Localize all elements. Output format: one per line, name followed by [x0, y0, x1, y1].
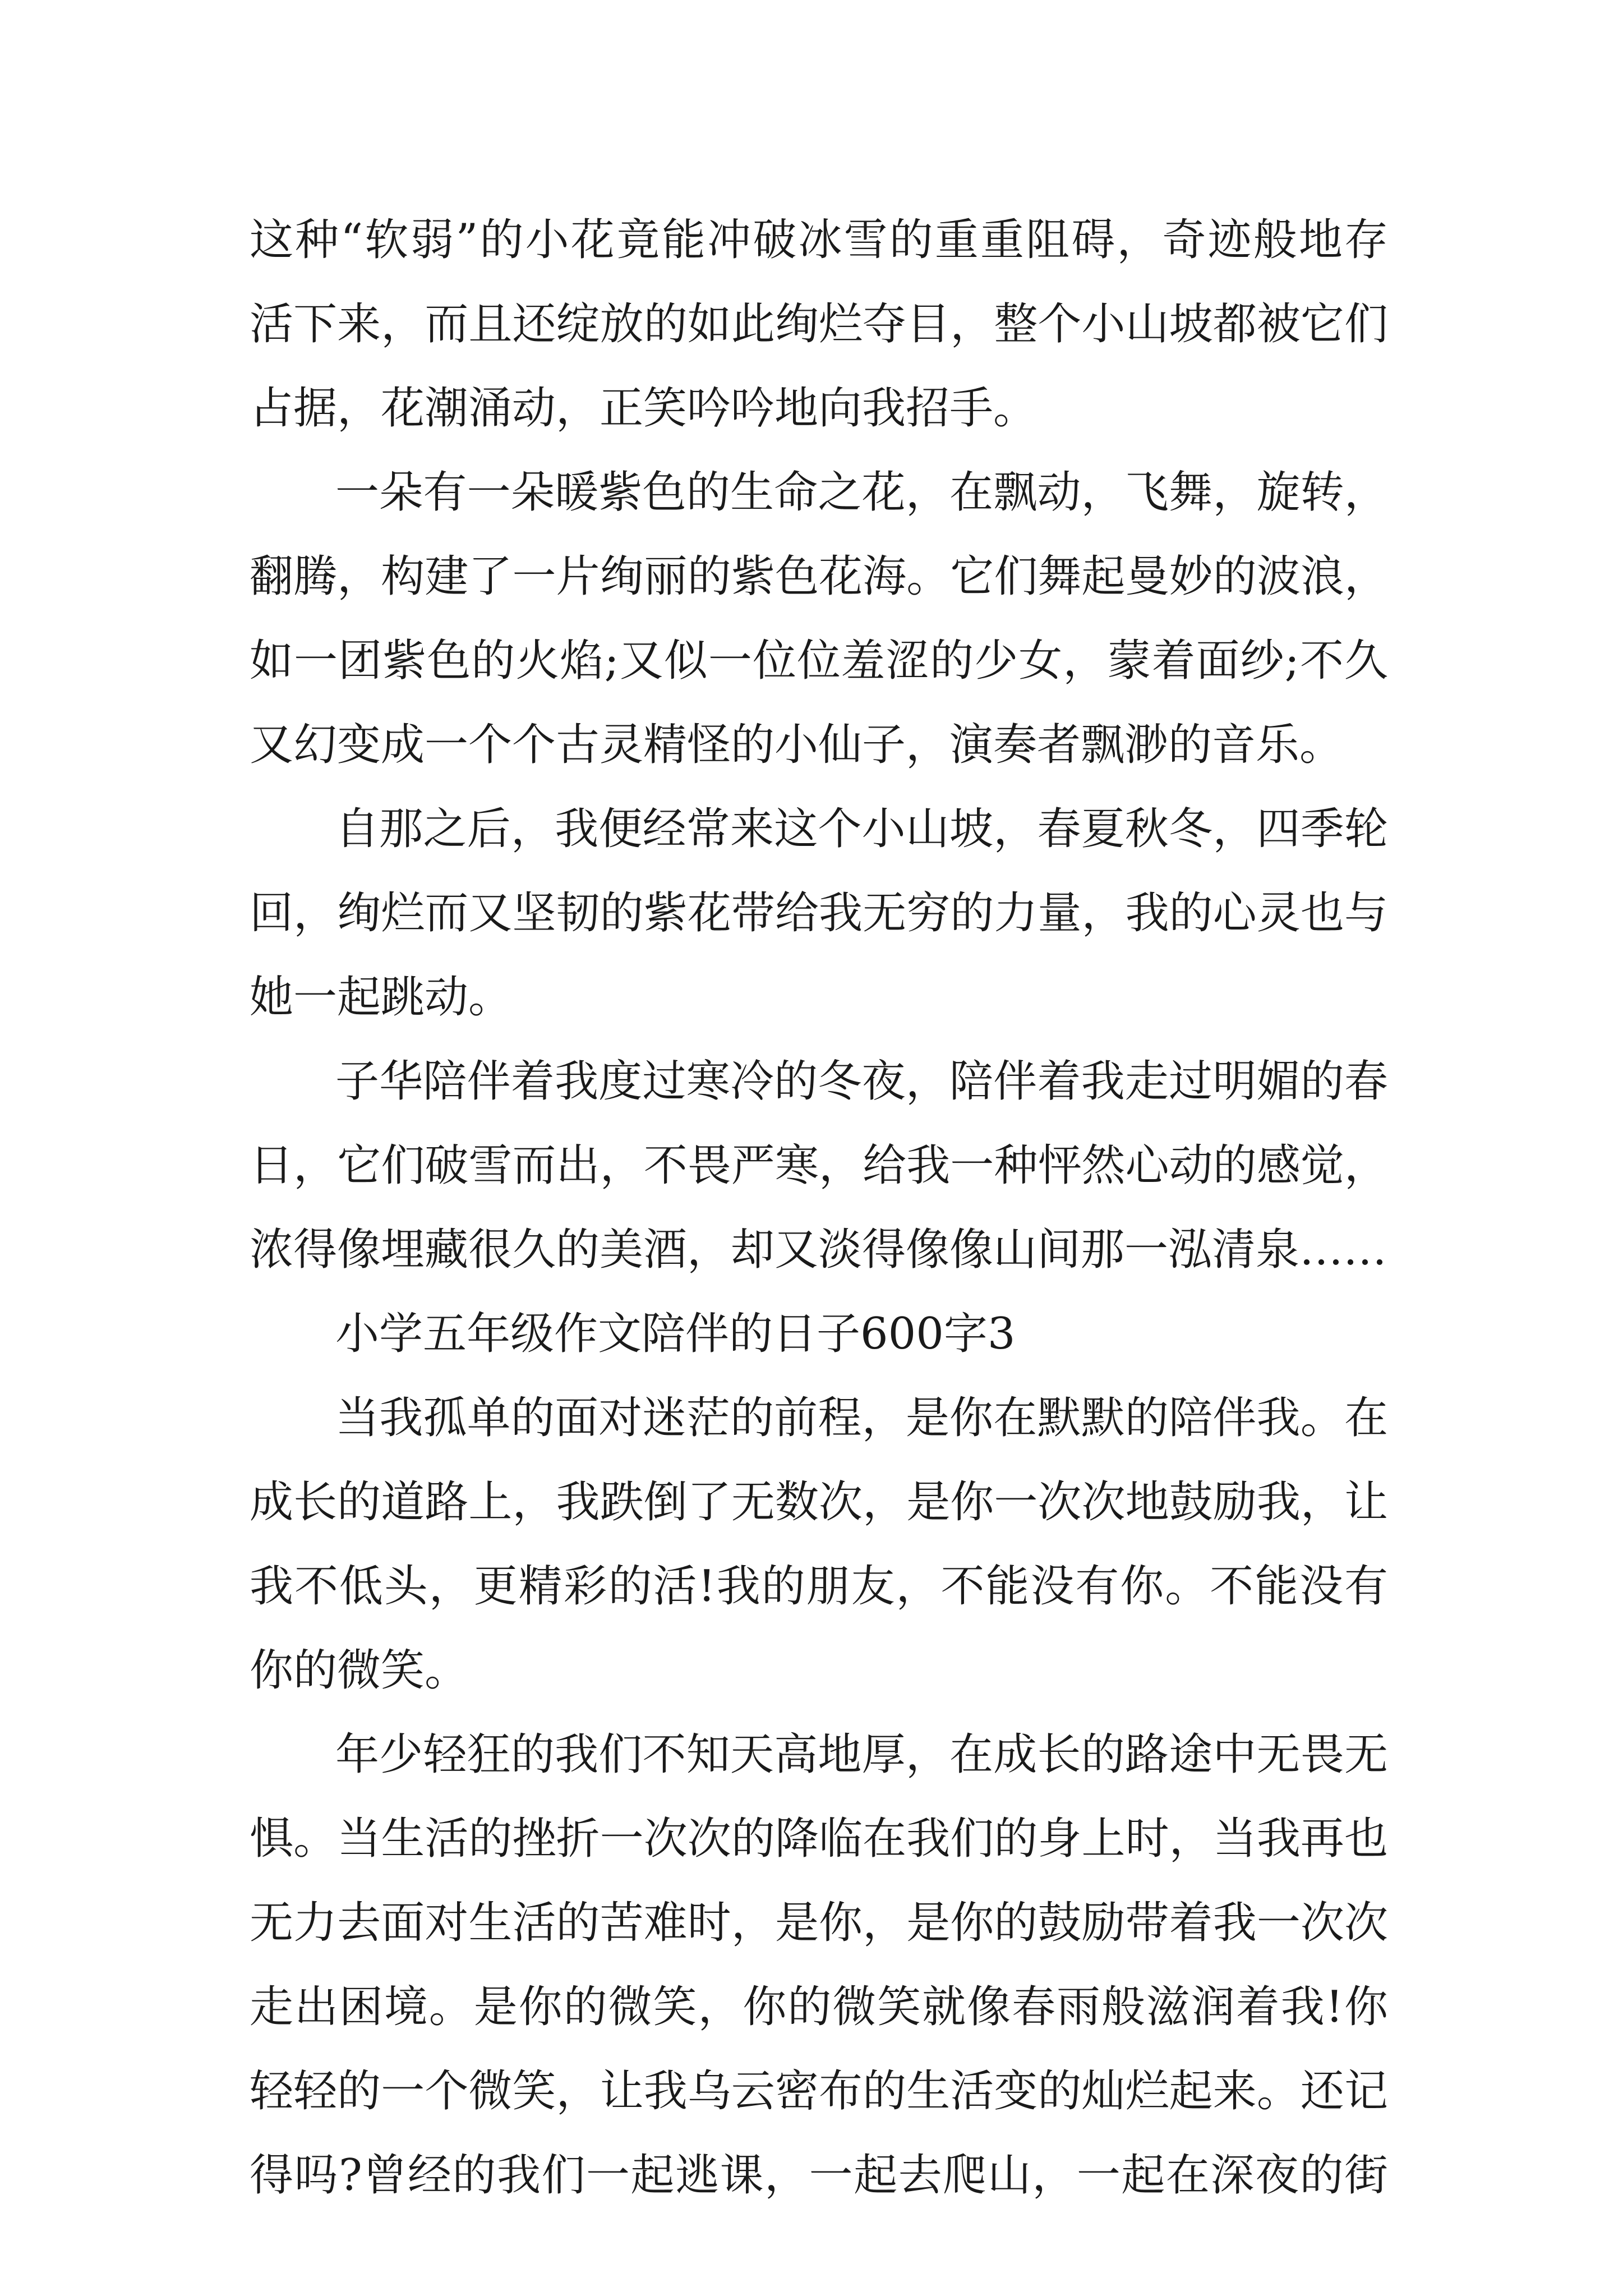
text-line: 一朵有一朵暖紫色的生命之花，在飘动，飞舞，旋转， [335, 467, 1388, 518]
text-line: 年少轻狂的我们不知天高地厚，在成长的路途中无畏无 [335, 1729, 1388, 1780]
text-line: 成长的道路上，我跌倒了无数次，是你一次次地鼓励我，让 [250, 1477, 1388, 1527]
text-line: 她一起跳动。 [250, 972, 513, 1023]
text-line: 浓得像埋藏很久的美酒，却又淡得像像山间那一泓清泉…… [250, 1225, 1387, 1275]
text-line: 轻轻的一个微笑，让我乌云密布的生活变的灿烂起来。还记 [250, 2066, 1388, 2116]
text-line: 得吗?曾经的我们一起逃课，一起去爬山，一起在深夜的街 [250, 2150, 1388, 2201]
text-line: 又幻变成一个个古灵精怪的小仙子，演奏者飘渺的音乐。 [250, 720, 1344, 770]
text-line: 你的微笑。 [250, 1645, 469, 1696]
text-line: 无力去面对生活的苦难时，是你，是你的鼓励带着我一次次 [250, 1898, 1388, 1948]
text-line: 自那之后，我便经常来这个小山坡，春夏秋冬，四季轮 [335, 804, 1388, 854]
text-line: 如一团紫色的火焰;又似一位位羞涩的少女，蒙着面纱;不久 [250, 636, 1388, 686]
text-line: 走出困境。是你的微笑，你的微笑就像春雨般滋润着我!你 [250, 1982, 1388, 2032]
section-heading: 小学五年级作文陪伴的日子600字3 [335, 1309, 1016, 1359]
text-line: 这种“软弱”的小花竟能冲破冰雪的重重阻碍，奇迹般地存 [250, 215, 1388, 265]
text-line: 翻腾，构建了一片绚丽的紫色花海。它们舞起曼妙的波浪， [250, 551, 1388, 602]
text-line: 活下来，而且还绽放的如此绚烂夺目，整个小山坡都被它们 [250, 299, 1388, 349]
text-line: 日，它们破雪而出，不畏严寒，给我一种怦然心动的感觉， [250, 1140, 1388, 1191]
text-line: 当我孤单的面对迷茫的前程，是你在默默的陪伴我。在 [335, 1393, 1388, 1443]
text-line: 惧。当生活的挫折一次次的降临在我们的身上时，当我再也 [250, 1814, 1388, 1864]
text-line: 我不低头，更精彩的活!我的朋友，不能没有你。不能没有 [250, 1561, 1388, 1612]
text-line: 回，绚烂而又坚韧的紫花带给我无穷的力量，我的心灵也与 [250, 888, 1388, 938]
text-line: 占据，花潮涌动，正笑吟吟地向我招手。 [250, 383, 1038, 434]
text-line: 子华陪伴着我度过寒冷的冬夜，陪伴着我走过明媚的春 [335, 1056, 1388, 1107]
